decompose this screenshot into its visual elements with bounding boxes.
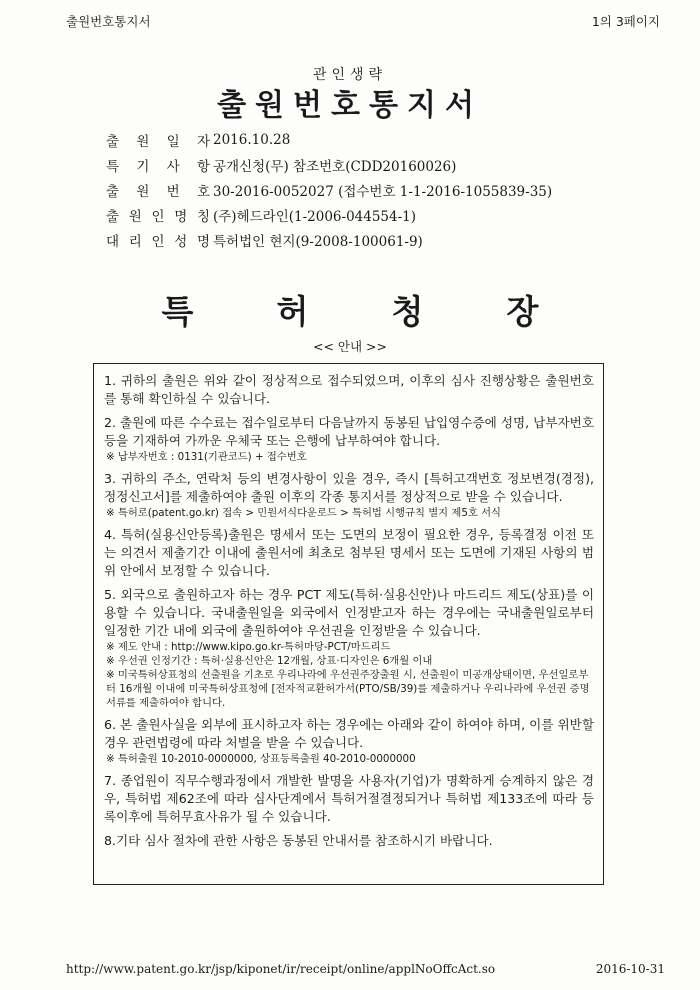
field-label bbox=[106, 180, 216, 200]
field-value: 특허법인 현지(9-2008-100061-9) bbox=[213, 233, 423, 250]
field-label bbox=[106, 155, 216, 175]
header-doc-name: 출원번호통지서 bbox=[66, 14, 151, 29]
field-label-char: 항 bbox=[196, 158, 210, 175]
field-label-char: 자 bbox=[196, 133, 210, 150]
field-row bbox=[106, 127, 552, 152]
issuer-title-char: 장 bbox=[506, 292, 539, 331]
notice-item bbox=[104, 772, 594, 826]
field-label-char: 출 bbox=[106, 208, 120, 225]
notice-item-note: ※ 제도 안내 : http://www.kipo.go.kr-특허마당-PCT/마드리드 bbox=[106, 641, 391, 653]
field-label-char: 호 bbox=[196, 183, 210, 200]
field-label-char: 명 bbox=[174, 208, 188, 225]
field-label-char: 리 bbox=[128, 233, 142, 250]
notice-item-note: ※ 우선권 인정기간 : 특허·실용신안은 12개월, 상표·디자인은 6개월 이내 bbox=[106, 655, 433, 667]
field-label bbox=[106, 230, 216, 250]
field-row bbox=[106, 177, 552, 202]
notice-item-note: ※ 특허출원 10-2010-0000000, 상표등록출원 40-2010-0000000 bbox=[106, 753, 416, 765]
notice-item bbox=[104, 372, 594, 408]
field-value: 공개신청(무) 참조번호(CDD20160026) bbox=[213, 158, 457, 175]
field-label-char: 원 bbox=[128, 208, 142, 225]
field-label-char: 인 bbox=[151, 233, 165, 250]
notice-item bbox=[104, 470, 594, 520]
field-label-char: 사 bbox=[166, 158, 180, 175]
field-label bbox=[106, 130, 216, 150]
issuer-title-char: 청 bbox=[391, 292, 424, 331]
notice-item-text: 4. 특허(실용신안등록)출원은 명세서 또는 도면의 보정이 필요한 경우, 등록결정 이전 또는 의견서 제출기간 이내에 출원서에 최초로 첨부된 명세서 또는 도면에 기재된 사항의 범위 안에서 보정할 수 있습니다. bbox=[104, 527, 594, 578]
field-label-char: 칭 bbox=[196, 208, 210, 225]
notice-item-text: 7. 종업원이 직무수행과정에서 개발한 발명을 사용자(기업)가 명확하게 승계하지 않은 경우, 특허법 제62조에 따라 심사단계에서 특허거절결정되거나 특허법 제133조에 따라 등록이후에 특허무효사유가 될 수 있습니다. bbox=[104, 773, 594, 824]
notice-item bbox=[104, 832, 594, 850]
notice-item bbox=[104, 414, 594, 464]
field-label-char: 성 bbox=[174, 233, 188, 250]
notice-item-text: 3. 귀하의 주소, 연락처 등의 변경사항이 있을 경우, 즉시 [특허고객번호 정보변경(경정), 정정신고서]를 제출하여야 출원 이후의 각종 통지서를 정상적으로 받을 수 있습니다. bbox=[104, 471, 594, 504]
notice-item bbox=[104, 526, 594, 580]
document-title: 출원번호통지서 bbox=[217, 88, 483, 123]
field-label-char: 원 bbox=[136, 133, 150, 150]
field-value: 30-2016-0052027 (접수번호 1-1-2016-1055839-35) bbox=[213, 183, 553, 200]
field-label-char: 출 bbox=[106, 133, 120, 150]
notice-item-note: ※ 납부자번호 : 0131(기관코드) + 접수번호 bbox=[106, 451, 307, 463]
field-label-char: 원 bbox=[136, 183, 150, 200]
header-page-info: 1의 3페이지 bbox=[591, 14, 660, 29]
issuer-title-char: 특 bbox=[161, 292, 194, 331]
notice-item-note: ※ 미국특허상표청의 선출원을 기초로 우리나라에 우선권주장출원 시, 선출원이 미공개상태이면, 우선일로부터 16개월 이내에 미국특허상표청에 [전자적교환허가서(PTO/SB/39)를 제출하거나 우리나라에 우선권 증명서류를 제출하여야 합니다. bbox=[106, 669, 590, 709]
notice-item-text: 8.기타 심사 절차에 관한 사항은 동봉된 안내서를 참조하시기 바랍니다. bbox=[104, 833, 493, 848]
field-value: (주)헤드라인(1-2006-044554-1) bbox=[213, 208, 417, 225]
notice-item bbox=[104, 586, 594, 710]
notice-item bbox=[104, 716, 594, 766]
field-label-char: 명 bbox=[196, 233, 210, 250]
notice-item-text: 2. 출원에 따른 수수료는 접수일로부터 다음날까지 동봉된 납입영수증에 성명, 납부자번호 등을 기재하여 가까운 우체국 또는 은행에 납부하여야 합니다. bbox=[104, 415, 595, 448]
field-label-char: 출 bbox=[106, 183, 120, 200]
issuer-title bbox=[0, 286, 700, 333]
notice-item-text: 5. 외국으로 출원하고자 하는 경우 PCT 제도(특허·실용신안)나 마드리드 제도(상표)를 이용할 수 있습니다. 국내출원일을 외국에서 인정받고자 하는 경우에는 국내출원일로부터 일정한 기간 내에 외국에 출원하여야 우선권을 인정받을 수 있습니다. bbox=[104, 587, 594, 638]
seal-omitted-caption: 관인생략 bbox=[312, 67, 388, 83]
notice-item-text: 1. 귀하의 출원은 위와 같이 정상적으로 접수되었으며, 이후의 심사 진행상황은 출원번호를 통해 확인하실 수 있습니다. bbox=[104, 373, 594, 406]
field-label-char: 기 bbox=[136, 158, 150, 175]
field-label-char: 대 bbox=[106, 233, 120, 250]
field-label-char: 일 bbox=[166, 133, 180, 150]
notice-box bbox=[93, 363, 604, 885]
guide-label: << 안내 >> bbox=[313, 339, 387, 354]
notice-item-text: 6. 본 출원사실을 외부에 표시하고자 하는 경우에는 아래와 같이 하여야 하며, 이를 위반할 경우 관련법령에 따라 처벌을 받을 수 있습니다. bbox=[104, 717, 594, 750]
field-value: 2016.10.28 bbox=[213, 131, 291, 148]
field-label-char: 번 bbox=[166, 183, 180, 200]
footer-date: 2016-10-31 bbox=[595, 962, 665, 976]
field-label-char: 인 bbox=[151, 208, 165, 225]
application-fields bbox=[106, 127, 552, 252]
field-row bbox=[106, 227, 552, 252]
field-label-char: 특 bbox=[106, 158, 120, 175]
issuer-title-char: 허 bbox=[276, 292, 309, 331]
footer-url: http://www.patent.go.kr/jsp/kiponet/ir/receipt/online/applNoOffcAct.so bbox=[66, 962, 496, 976]
notice-item-note: ※ 특허로(patent.go.kr) 접속 > 민원서식다운로드 > 특허법 시행규칙 별지 제5호 서식 bbox=[106, 507, 501, 519]
field-row bbox=[106, 152, 552, 177]
field-label bbox=[106, 205, 216, 225]
field-row bbox=[106, 202, 552, 227]
